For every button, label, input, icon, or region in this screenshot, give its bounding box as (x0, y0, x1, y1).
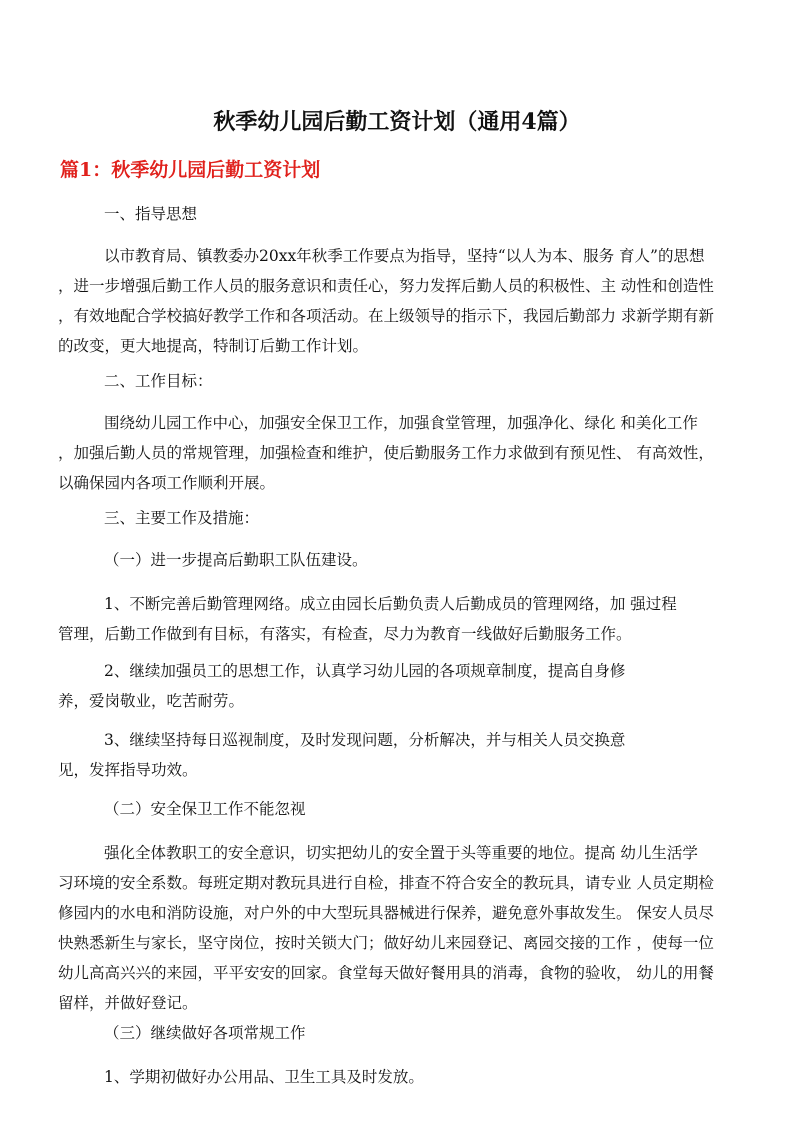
text-line: 修园内的水电和消防设施，对户外的中大型玩具器械进行保养，避免意外事故发生。 保安人员尽 (58, 904, 714, 922)
text-line: 围绕幼儿园工作中心，加强安全保卫工作，加强食堂管理，加强净化、绿化 和美化工作 (104, 414, 698, 432)
paragraph-work-goals (58, 408, 738, 498)
text-line: 以市教育局、镇教委办20xx年秋季工作要点为指导，坚持“以人为本、服务 育人”的思想 (104, 247, 705, 265)
item-daily-patrol (58, 725, 738, 785)
paragraph-guiding-ideology (58, 241, 738, 361)
text-line: 二、工作目标： (104, 372, 213, 390)
item-office-supplies (58, 1062, 738, 1092)
section-title: 篇1：秋季幼儿园后勤工资计划 (60, 159, 321, 181)
text-line: （二）安全保卫工作不能忽视 (104, 800, 306, 818)
text-line: 1、不断完善后勤管理网络。成立由园长后勤负责人后勤成员的管理网络，加 强过程 (104, 595, 677, 613)
text-line: 幼儿高高兴兴的来园，平平安安的回家。食堂每天做好餐用具的消毒，食物的验收， 幼儿的用餐 (58, 964, 714, 982)
text-line: ，加强后勤人员的常规管理，加强检查和维护，使后勤服务工作力求做到有预见性、 有高效性， (58, 444, 714, 462)
text-line: （三）继续做好各项常规工作 (104, 1024, 306, 1042)
text-line: 养，爱岗敬业，吃苦耐劳。 (58, 692, 245, 710)
text-line: 的改变，更大地提高，特制订后勤工作计划。 (58, 337, 369, 355)
text-line: 三、主要工作及措施： (104, 509, 260, 527)
text-line: 留样，并做好登记。 (58, 994, 198, 1012)
text-line: （一）进一步提高后勤职工队伍建设。 (104, 551, 368, 569)
subheading-routine-work (58, 1018, 738, 1048)
text-line: 快熟悉新生与家长，坚守岗位，按时关锁大门；做好幼儿来园登记、离园交接的工作 ，使每一位 (58, 934, 714, 952)
text-line: 管理，后勤工作做到有目标，有落实，有检查，尽力为教育一线做好后勤服务工作。 (58, 625, 632, 643)
heading-main-work (58, 503, 738, 533)
text-line: 强化全体教职工的安全意识，切实把幼儿的安全置于头等重要的地位。提高 幼儿生活学 (104, 844, 698, 862)
text-line: 习环境的安全系数。每班定期对教玩具进行自检，排查不符合安全的教玩具，请专业 人员定期检 (58, 874, 714, 892)
text-line: 以确保园内各项工作顺利开展。 (58, 474, 276, 492)
subheading-team-building (58, 545, 738, 575)
heading-work-goals (58, 366, 738, 396)
heading-guiding-ideology (58, 199, 738, 229)
document-title: 秋季幼儿园后勤工资计划（通用4篇） (213, 109, 581, 135)
text-line: ，进一步增强后勤工作人员的服务意识和责任心，努力发挥后勤人员的积极性、主 动性和创造性 (58, 277, 714, 295)
text-line: 3、继续坚持每日巡视制度，及时发现问题，分析解决，并与相关人员交换意 (104, 731, 626, 749)
item-management-network (58, 589, 738, 649)
text-line: 见，发挥指导功效。 (58, 761, 198, 779)
paragraph-safety (58, 838, 738, 1018)
text-line: 2、继续加强员工的思想工作，认真学习幼儿园的各项规章制度，提高自身修 (104, 662, 626, 680)
text-line: ，有效地配合学校搞好教学工作和各项活动。在上级领导的指示下，我园后勤部力 求新学期有新 (58, 307, 714, 325)
text-line: 一、指导思想 (104, 205, 198, 223)
item-staff-thinking (58, 656, 738, 716)
text-line: 1、学期初做好办公用品、卫生工具及时发放。 (104, 1068, 424, 1086)
subheading-safety (58, 794, 738, 824)
